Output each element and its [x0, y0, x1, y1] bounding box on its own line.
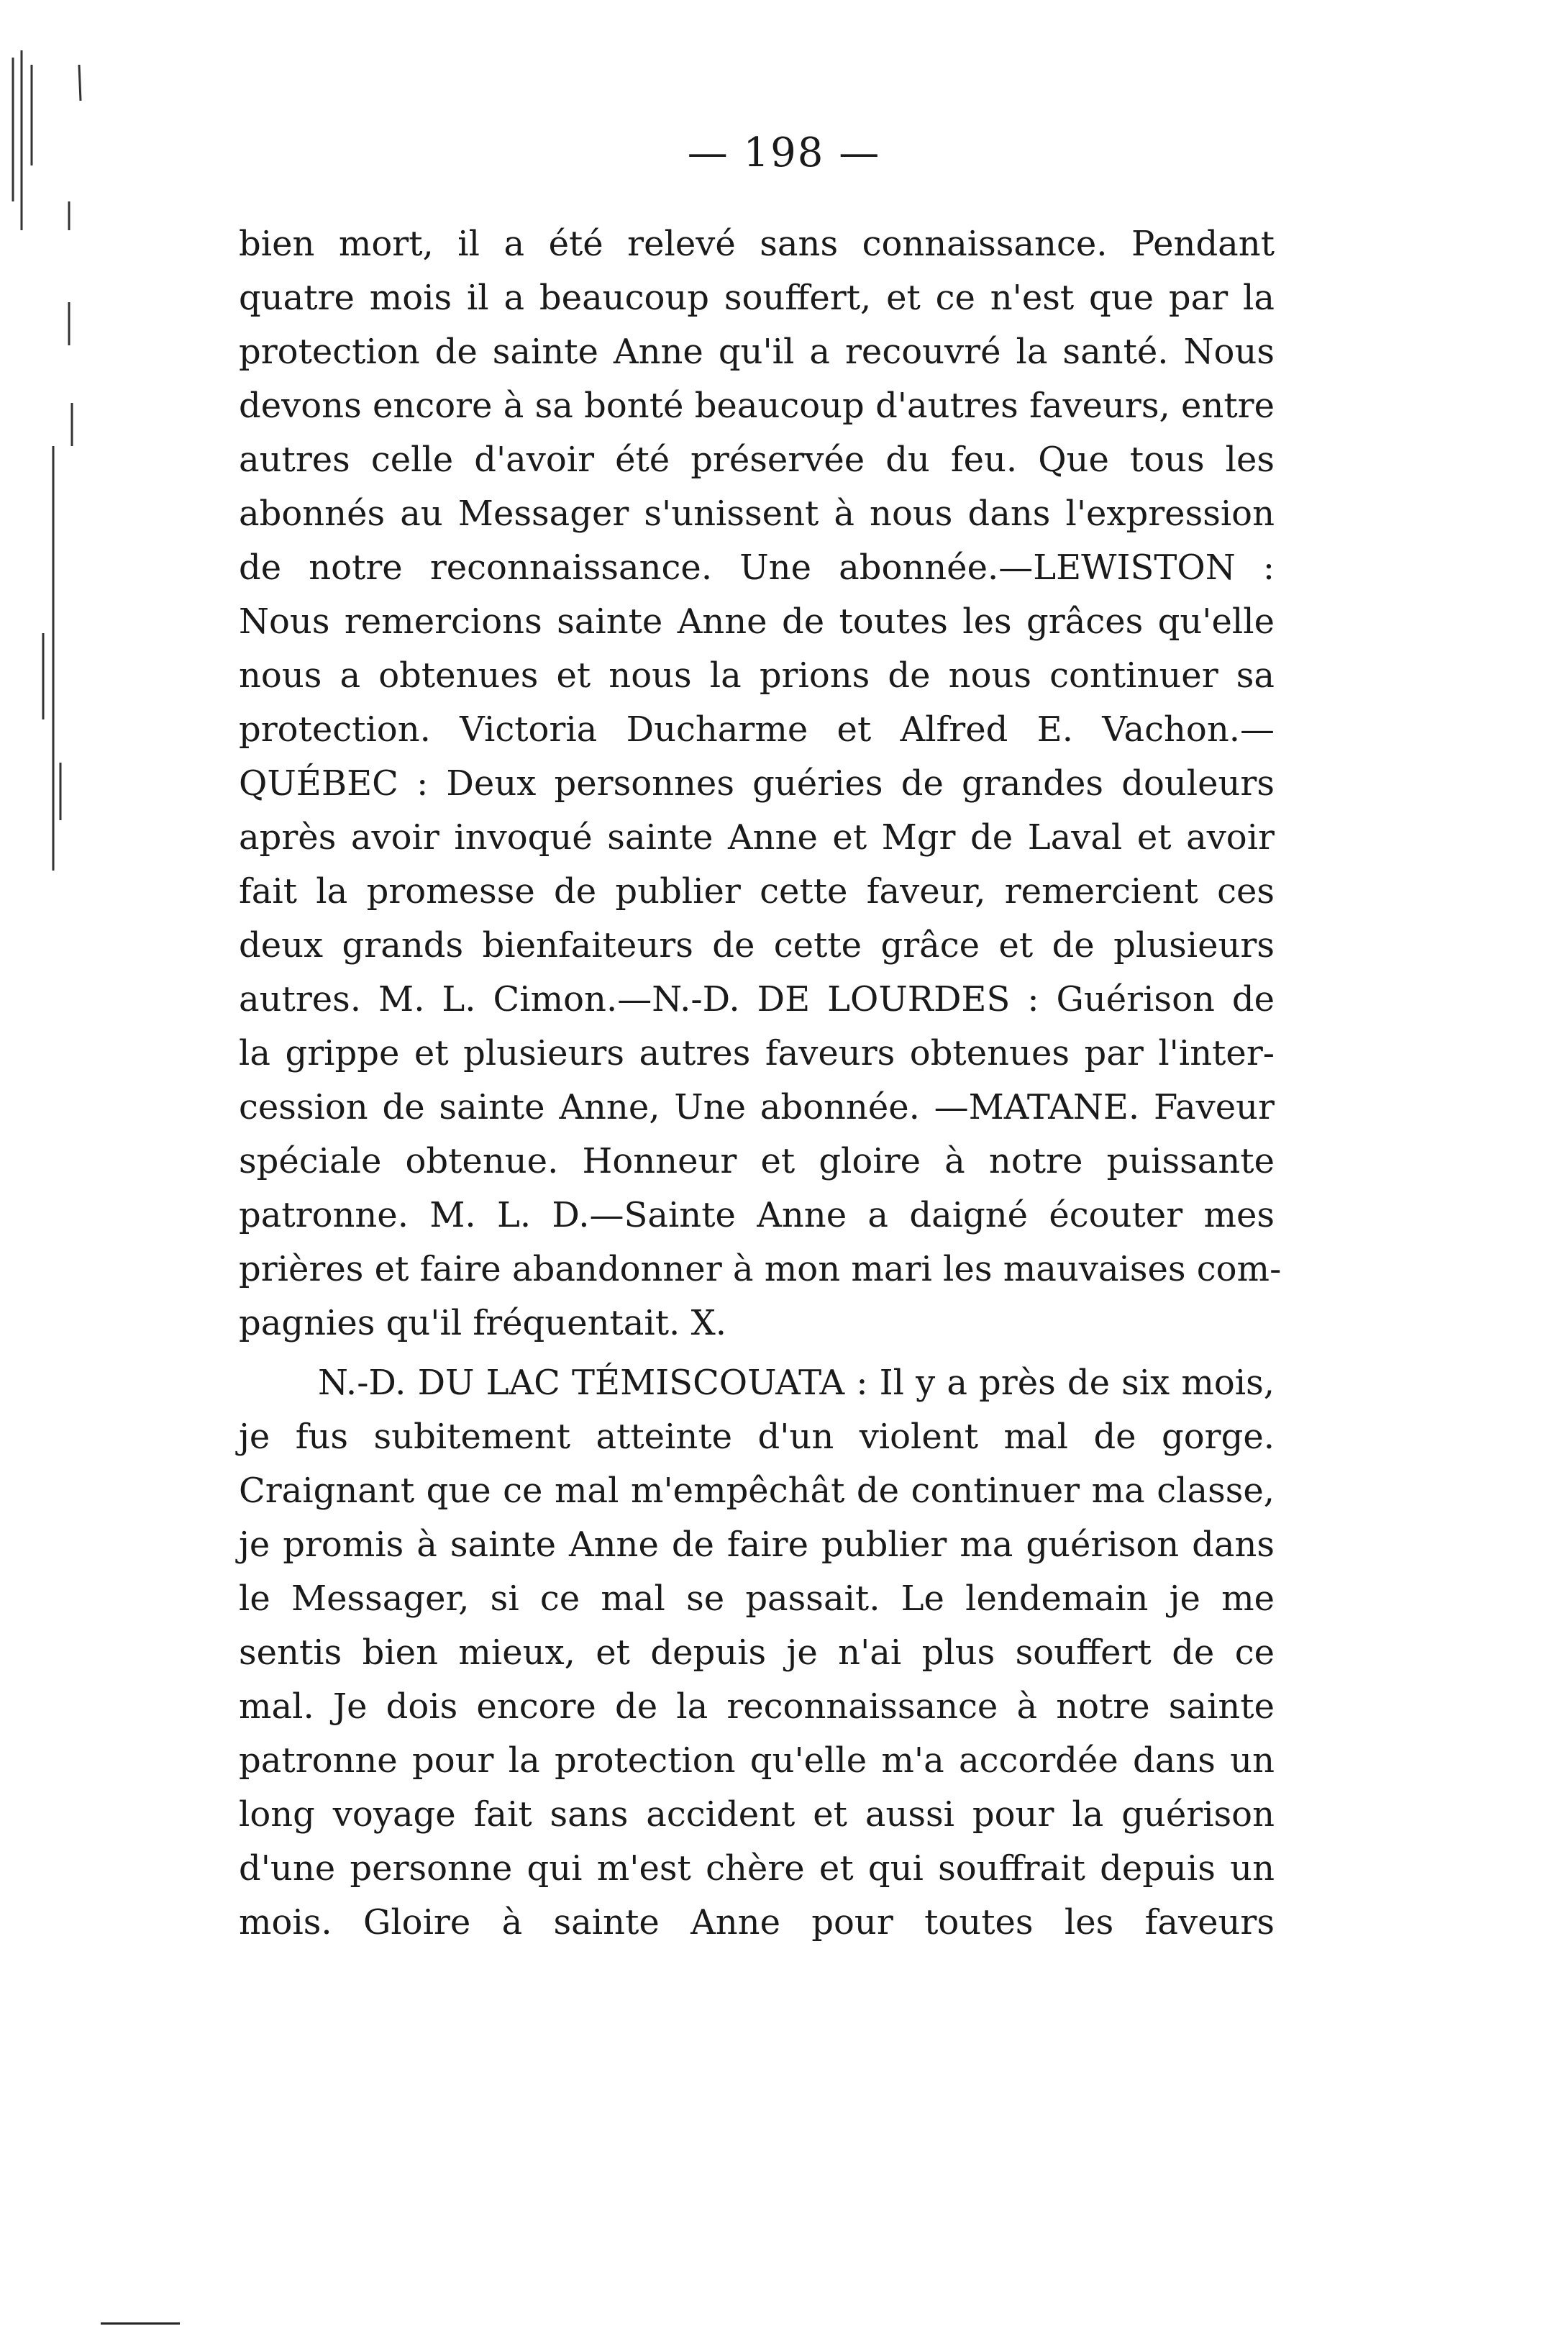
stray-mark — [101, 2322, 180, 2325]
text-line: le Messager, si ce mal se passait. Le lendemain je me — [239, 1578, 1275, 1619]
text-line: Craignant que ce mal m'empêchât de continuer ma classe, — [239, 1471, 1275, 1511]
text-line: patronne. M. L. D.—Sainte Anne a daigné écouter mes — [239, 1195, 1275, 1235]
text-line: patronne pour la protection qu'elle m'a accordée dans un — [239, 1740, 1275, 1781]
text-line: spéciale obtenue. Honneur et gloire à notre puissante — [239, 1141, 1275, 1181]
text-line: abonnés au Messager s'unissent à nous dans l'expression — [239, 494, 1275, 534]
text-line: d'une personne qui m'est chère et qui souffrait depuis un — [239, 1848, 1275, 1889]
text-line: protection de sainte Anne qu'il a recouvré la santé. Nous — [239, 332, 1275, 372]
text-line: cession de sainte Anne, Une abonnée. —MATANE. Faveur — [239, 1087, 1275, 1127]
text-line: nous a obtenues et nous la prions de nous continuer sa — [239, 655, 1275, 696]
text-line: devons encore à sa bonté beaucoup d'autres faveurs, entre — [239, 386, 1275, 426]
text-line: protection. Victoria Ducharme et Alfred E. Vachon.— — [239, 709, 1275, 750]
text-line: long voyage fait sans accident et aussi pour la guérison — [239, 1794, 1275, 1835]
text-line: quatre mois il a beaucoup souffert, et ce n'est que par la — [239, 278, 1275, 318]
binding-edge-marks — [0, 43, 108, 978]
text-line: je fus subitement atteinte d'un violent mal de gorge. — [239, 1417, 1275, 1457]
text-line: la grippe et plusieurs autres faveurs obtenues par l'inter- — [239, 1033, 1275, 1073]
text-line: mal. Je dois encore de la reconnaissance à notre sainte — [239, 1686, 1275, 1727]
text-line: je promis à sainte Anne de faire publier ma guérison dans — [239, 1525, 1275, 1565]
text-line: deux grands bienfaiteurs de cette grâce et de plusieurs — [239, 925, 1275, 966]
text-line: pagnies qu'il fréquentait. X. — [239, 1303, 726, 1343]
text-line: après avoir invoqué sainte Anne et Mgr de Laval et avoir — [239, 817, 1275, 858]
text-line: bien mort, il a été relevé sans connaissance. Pendant — [239, 224, 1275, 264]
text-line: QUÉBEC : Deux personnes guéries de grandes douleurs — [239, 763, 1275, 804]
text-line: Nous remercions sainte Anne de toutes les grâces qu'elle — [239, 601, 1275, 642]
text-line: autres. M. L. Cimon.—N.-D. DE LOURDES : Guérison de — [239, 979, 1275, 1019]
text-line: prières et faire abandonner à mon mari les mauvaises com- — [239, 1249, 1282, 1289]
text-line: fait la promesse de publier cette faveur, remercient ces — [239, 871, 1275, 912]
page-number: — 198 — — [687, 130, 881, 176]
paragraph-2 — [239, 1356, 1275, 1950]
paragraph-1 — [239, 217, 1282, 1350]
text-line: sentis bien mieux, et depuis je n'ai plus souffert de ce — [239, 1632, 1275, 1673]
text-line: de notre reconnaissance. Une abonnée.—LEWISTON : — [239, 548, 1275, 588]
text-line: autres celle d'avoir été préservée du feu. Que tous les — [239, 440, 1275, 480]
text-line: N.-D. DU LAC TÉMISCOUATA : Il y a près de six mois, — [318, 1363, 1275, 1403]
text-line: mois. Gloire à sainte Anne pour toutes les faveurs — [239, 1902, 1275, 1943]
